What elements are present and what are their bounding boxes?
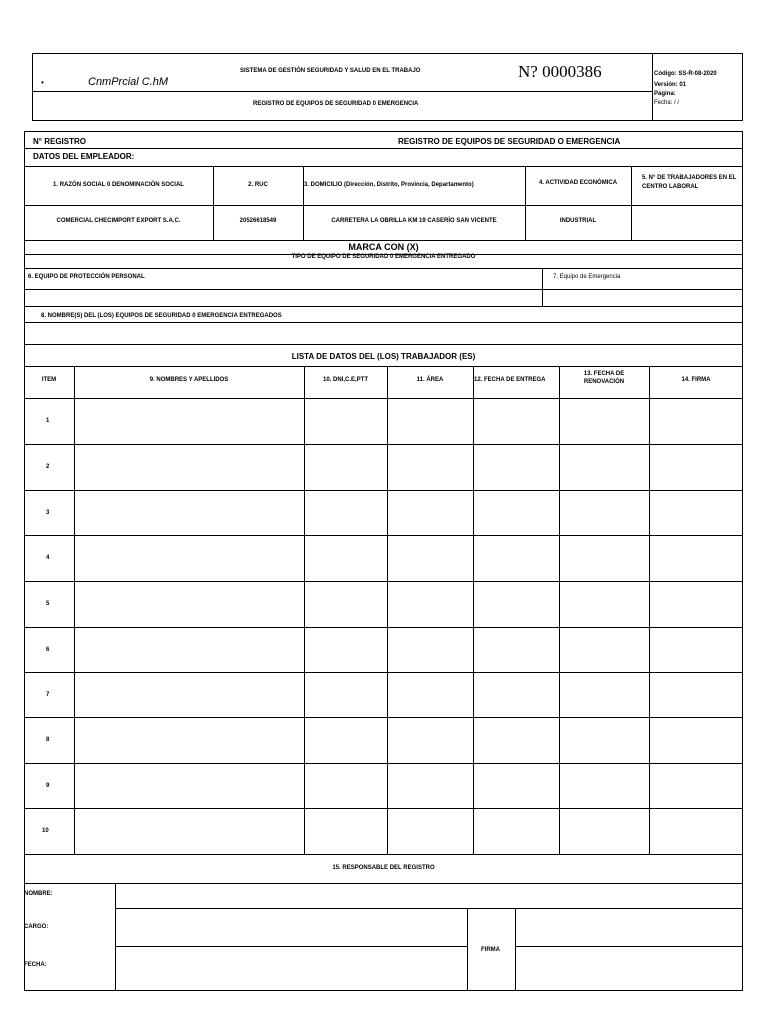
- employer-razon-social-value: COMERCIAL CHECIMPORT EXPORT S.A.C.: [56, 218, 181, 224]
- employer-actividad-value: INDUSTRIAL: [559, 218, 597, 224]
- employer-header-ruc: 2. RUC: [248, 182, 268, 188]
- nombre-label: NOMBRE:: [24, 891, 53, 897]
- employer-ruc-value: 20526618549: [239, 218, 277, 224]
- cargo-field[interactable]: [116, 909, 466, 945]
- company-script-logo: CnmPrcial C.hM: [88, 76, 169, 88]
- emergencia-checkbox-label: 7. Equipo de Emergencia: [553, 274, 621, 280]
- col-header-area: 11. ÁREA: [416, 377, 444, 383]
- nombres-equipos-field[interactable]: [25, 323, 742, 343]
- doc-code: Código: SS-R-08-2020: [654, 71, 717, 77]
- n-registro-label: N° REGISTRO: [33, 137, 86, 146]
- employer-header-domicilio: 3. DOMICILIO (Dirección, Distrito, Provincia, Departamento): [304, 182, 474, 188]
- doc-page: Página:: [654, 91, 676, 97]
- lista-trabajadores-title: LISTA DE DATOS DEL (LOS) TRABAJADOR (ES): [291, 352, 476, 361]
- table-row-item-number: 10: [42, 828, 49, 834]
- nombres-equipos-label: 8. NOMBRE(S) DEL (LOS) EQUIPOS DE SEGURIDAD 0 EMERGENCIA ENTREGADOS: [41, 313, 282, 319]
- nombre-field[interactable]: [116, 884, 742, 907]
- table-row-item-number: 9: [46, 783, 50, 789]
- table-row-item-number: 5: [46, 601, 50, 607]
- table-row-item-number: 2: [46, 464, 50, 470]
- emergencia-mark-field[interactable]: [543, 290, 742, 305]
- cargo-label: CARGO:: [24, 924, 49, 930]
- responsable-registro-label: 15. RESPONSABLE DEL REGISTRO: [332, 865, 435, 871]
- col-header-fecha-renovacion: 13. FECHA DE RENOVACIÓN: [583, 371, 625, 386]
- fecha-label: FECHA:: [24, 962, 47, 968]
- firma-label: FIRMA: [481, 947, 500, 953]
- worker-table-entry-area[interactable]: [75, 399, 742, 853]
- datos-empleador-label: DATOS DEL EMPLEADOR:: [33, 152, 135, 161]
- epp-checkbox-label: 6. EQUIPO DE PROTECCIÓN PERSONAL: [28, 274, 145, 280]
- document-number: N? 0000386: [518, 62, 602, 81]
- marca-con-label: MARCA CON (X): [348, 242, 419, 252]
- employer-domicilio-value: CARRETERA LA OBRILLA KM 19 CASERÍO SAN VICENTE: [331, 218, 497, 224]
- table-row-item-number: 7: [46, 692, 50, 698]
- register-subtitle: REGISTRO DE EQUIPOS DE SEGURIDAD 0 EMERGENCIA: [253, 101, 419, 107]
- table-row-item-number: 1: [46, 418, 50, 424]
- doc-version: Versión: 01: [654, 82, 687, 88]
- table-row-item-number: 3: [46, 510, 50, 516]
- form-main-title: REGISTRO DE EQUIPOS DE SEGURIDAD O EMERGENCIA: [398, 137, 621, 146]
- doc-date: Fecha: / /: [654, 100, 680, 106]
- col-header-fecha-entrega: 12. FECHA DE ENTREGA: [474, 377, 546, 383]
- system-title: SISTEMA DE GESTIÓN SEGURIDAD Y SALUD EN EL TRABAJO: [240, 68, 421, 74]
- col-header-item: ITEM: [41, 377, 57, 383]
- firma-field[interactable]: [516, 909, 742, 990]
- fecha-field[interactable]: [116, 947, 466, 990]
- table-row-item-number: 6: [46, 647, 50, 653]
- col-header-firma: 14. FIRMA: [681, 377, 711, 383]
- employer-header-actividad: 4. ACTIVIDAD ECONÓMICA: [538, 180, 618, 186]
- tipo-equipo-label: TIPO DE EQUIPO DE SEGURIDAD 0 EMERGENCIA ENTREGADO: [291, 254, 476, 260]
- table-row-item-number: 4: [46, 555, 50, 561]
- employer-header-razon-social: 1. RAZÓN SOCIAL 0 DENOMINACIÓN SOCIAL: [53, 182, 184, 188]
- epp-mark-field[interactable]: [25, 290, 541, 305]
- col-header-nombres: 9. NOMBRES Y APELLIDOS: [149, 377, 229, 383]
- col-header-dni: 10. DNI,C.E,PTT: [322, 377, 368, 383]
- header-bullet: •: [41, 78, 44, 87]
- employer-header-trabajadores: 5. N° DE TRABAJADORES EN EL CENTRO LABORAL: [642, 175, 737, 190]
- table-row-item-number: 8: [46, 737, 50, 743]
